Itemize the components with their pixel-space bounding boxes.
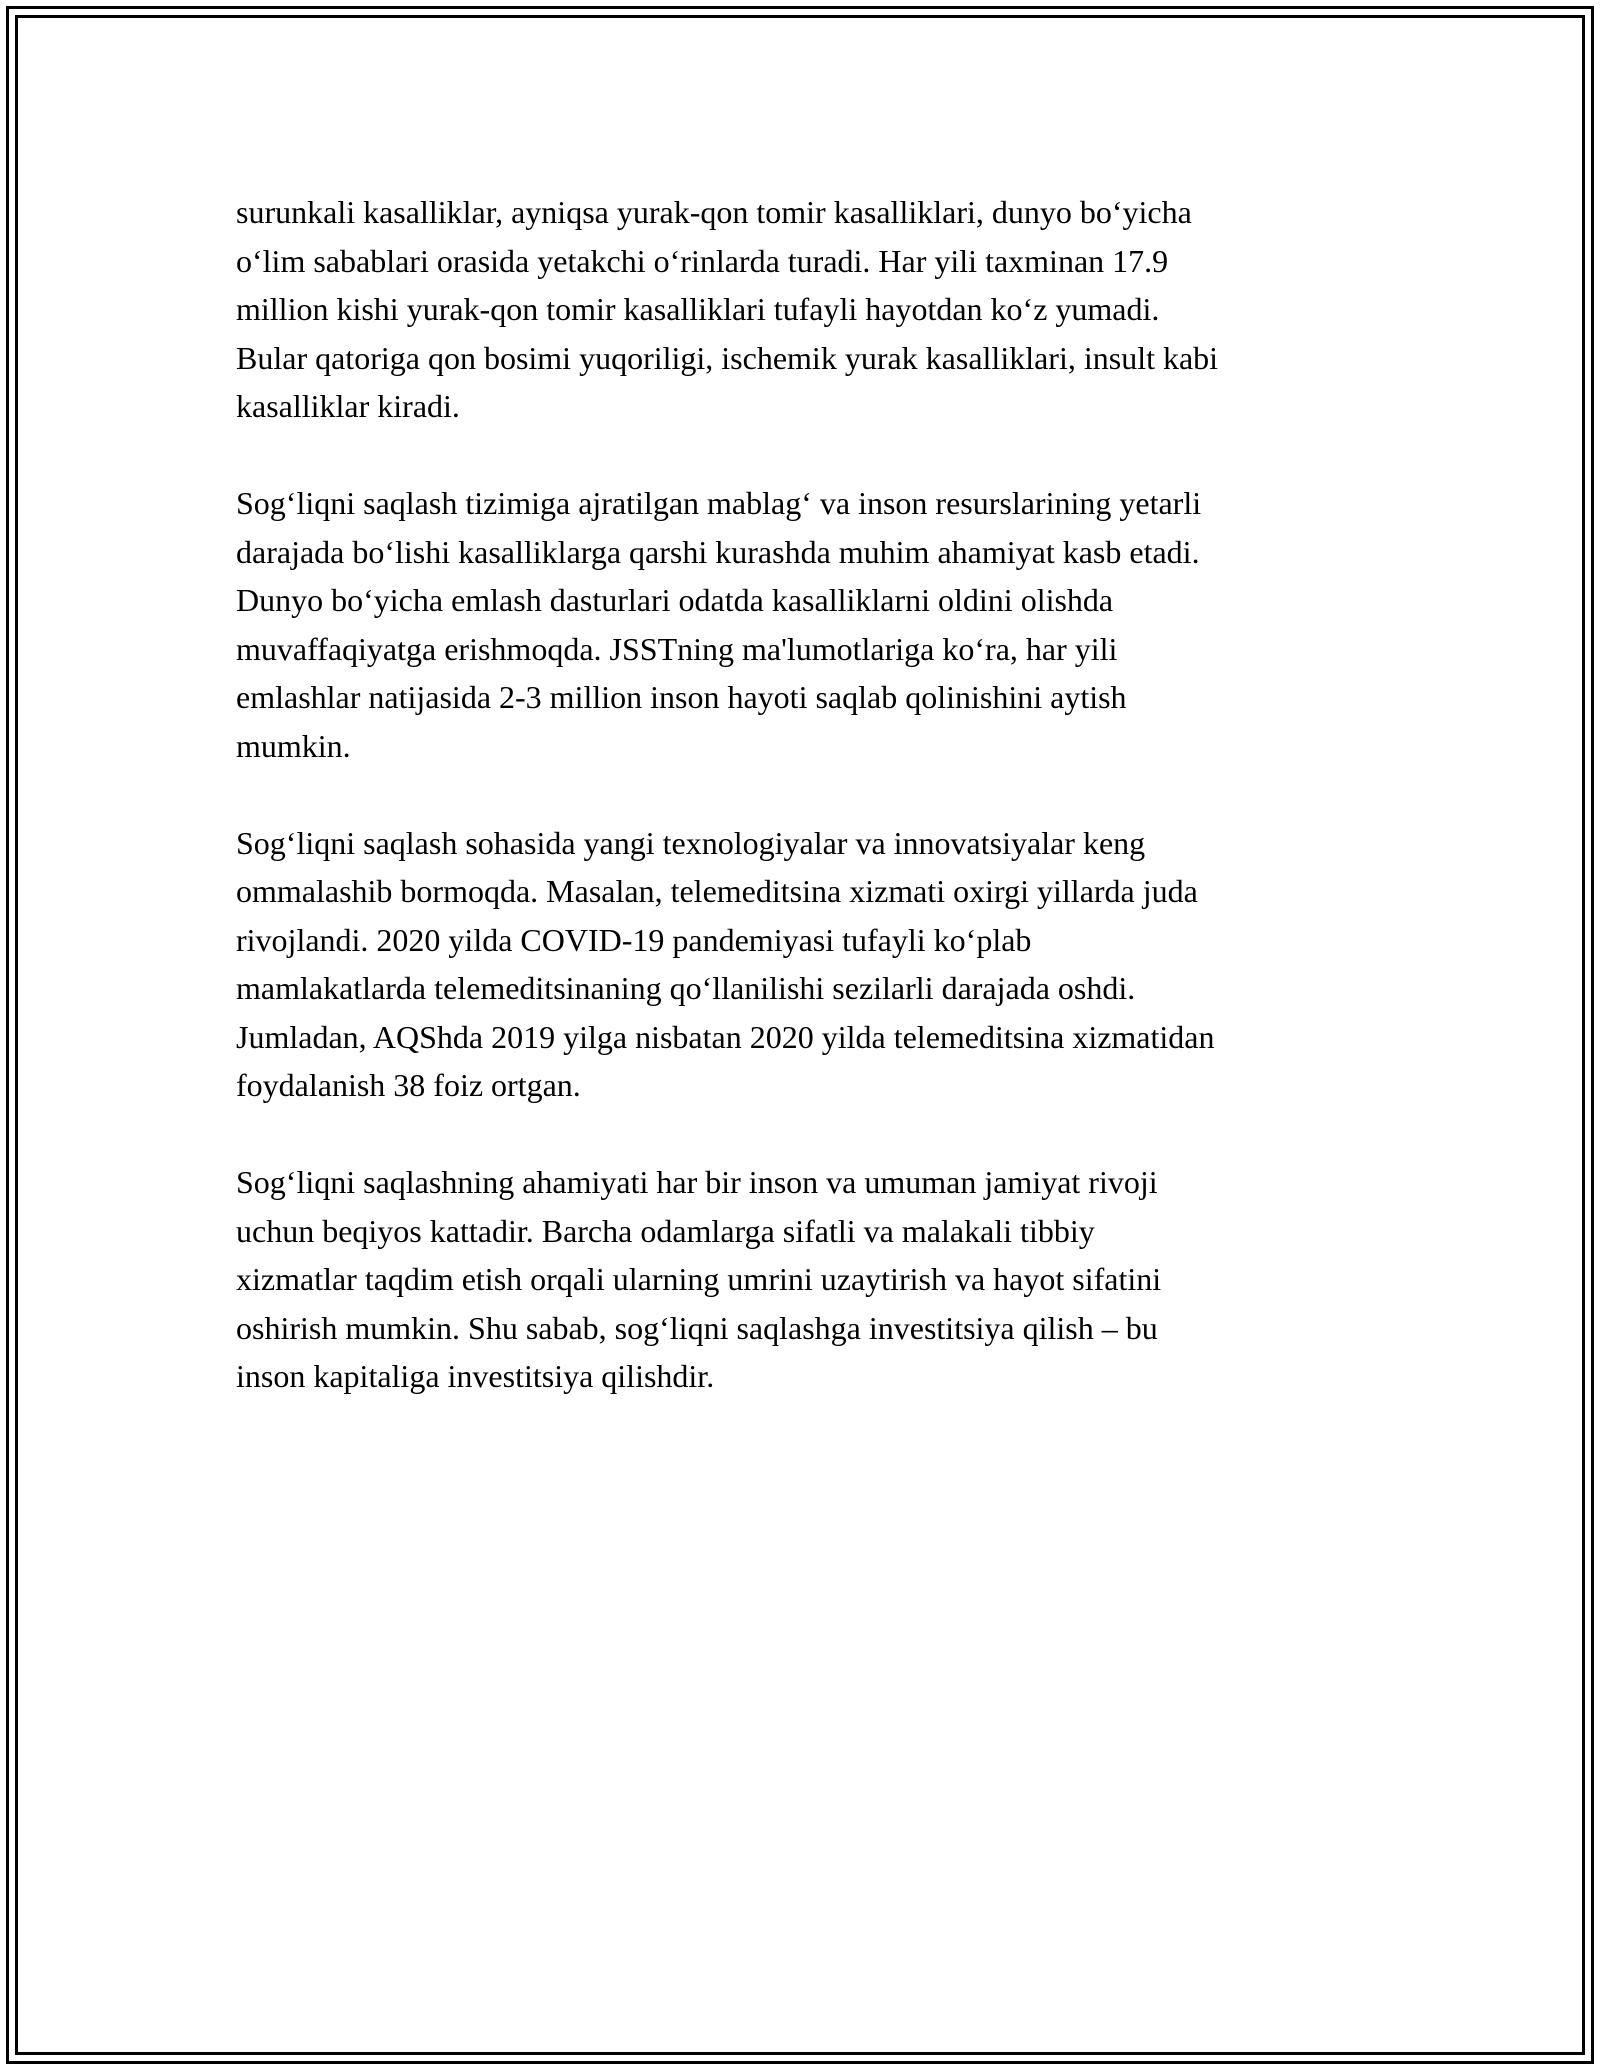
paragraph-technology (236, 819, 1386, 1110)
text-line: Jumladan, AQShda 2019 yilga nisbatan 2020 yilda telemeditsina xizmatidan (236, 1018, 1215, 1055)
text-line: Dunyo bo‘yicha emlash dasturlari odatda kasalliklarni oldini olishda (236, 582, 1114, 618)
text-line: kasalliklar kiradi. (236, 388, 460, 424)
text-line: oshirish mumkin. Shu sabab, sog‘liqni saqlashga investitsiya qilish – bu (236, 1309, 1158, 1346)
text-line: surunkali kasalliklar, ayniqsa yurak-qon tomir kasalliklari, dunyo bo‘yicha (236, 194, 1192, 230)
text-line: ommalashib bormoqda. Masalan, telemeditsina xizmati oxirgi yillarda juda (236, 873, 1198, 909)
text-line: mumkin. (236, 727, 351, 764)
text-line: xizmatlar taqdim etish orqali ularning umrini uzaytirish va hayot sifatini (236, 1261, 1162, 1297)
text-line: Sog‘liqni saqlashning ahamiyati har bir inson va umuman jamiyat rivoji (236, 1164, 1158, 1200)
text-line: emlashlar natijasida 2-3 million inson hayoti saqlab qolinishini aytish (236, 679, 1127, 715)
text-line: inson kapitaliga investitsiya qilishdir. (236, 1358, 715, 1394)
text-line: million kishi yurak-qon tomir kasalliklari tufayli hayotdan ko‘z yumadi. (236, 291, 1160, 327)
text-line: Bular qatoriga qon bosimi yuqoriligi, ischemik yurak kasalliklari, insult kabi (236, 339, 1219, 376)
text-line: rivojlandi. 2020 yilda COVID-19 pandemiyasi tufayli ko‘plab (236, 921, 1032, 958)
text-line: o‘lim sabablari orasida yetakchi o‘rinlarda turadi. Har yili taxminan 17.9 (236, 242, 1169, 279)
text-line: uchun beqiyos kattadir. Barcha odamlarga sifatli va malakali tibbiy (236, 1212, 1095, 1249)
paragraph-chronic-diseases (236, 188, 1386, 431)
text-line: darajada bo‘lishi kasalliklarga qarshi kurashda muhim ahamiyat kasb etadi. (236, 533, 1200, 570)
document-body (236, 188, 1386, 1449)
text-line: Sog‘liqni saqlash tizimiga ajratilgan mablag‘ va inson resurslarining yetarli (236, 485, 1202, 521)
text-line: Sog‘liqni saqlash sohasida yangi texnologiyalar va innovatsiyalar keng (236, 824, 1146, 861)
text-line: muvaffaqiyatga erishmoqda. JSSTning ma'lumotlariga ko‘ra, har yili (236, 630, 1118, 667)
text-line: mamlakatlarda telemeditsinaning qo‘llanilishi sezilarli darajada oshdi. (236, 970, 1136, 1006)
text-line: foydalanish 38 foiz ortgan. (236, 1067, 581, 1103)
paragraph-importance (236, 1158, 1386, 1401)
paragraph-health-resources (236, 479, 1386, 770)
